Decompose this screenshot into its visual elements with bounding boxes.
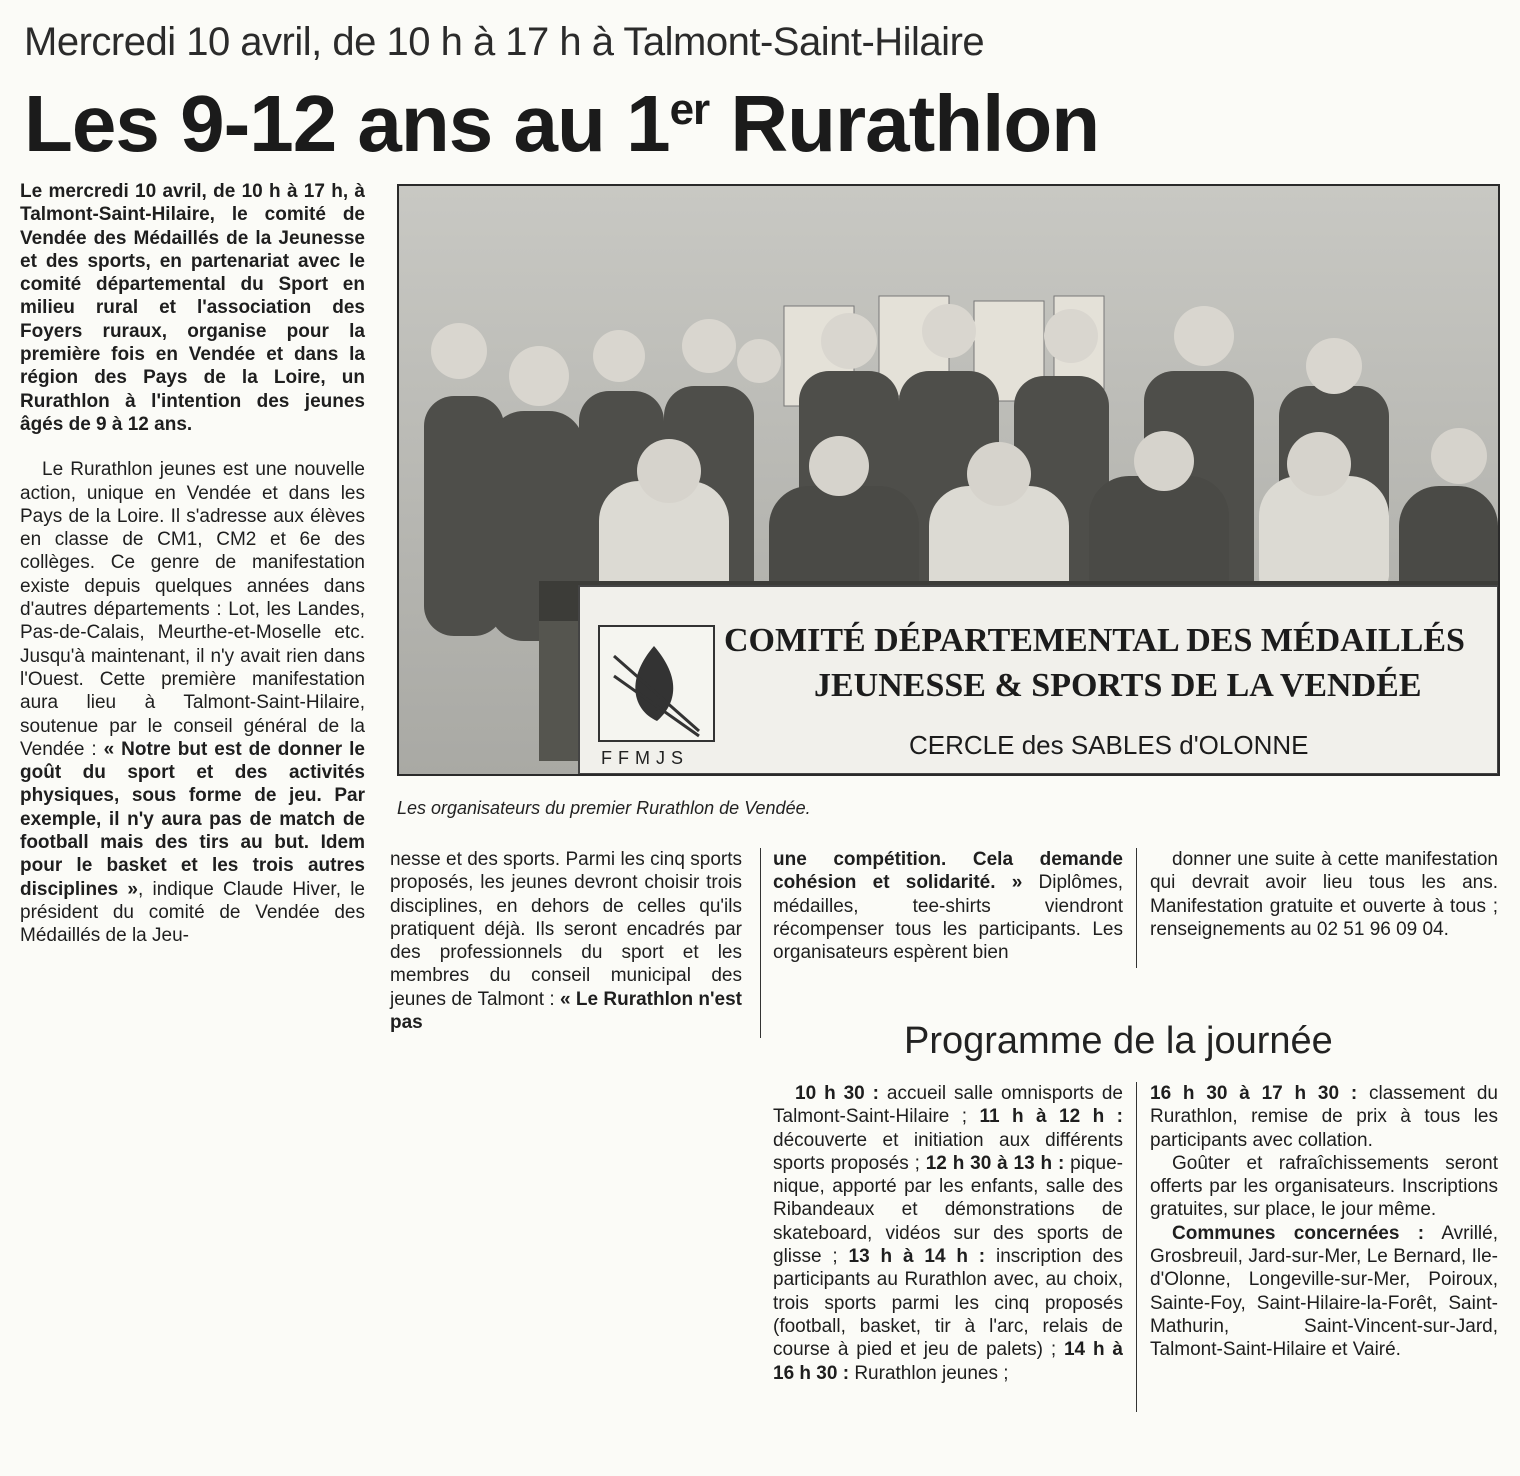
communes-label: Communes concernées : [1172, 1222, 1425, 1244]
body-intro: Le Rurathlon jeunes est une nouvelle action, unique en Vendée et dans les Pays de la Loire. Il s'adresse aux élèves en classe de CM1, CM2 et 6e des collèges. Ce genre de manifestation existe depuis quelques années dans d'autres départements : Lot, les Landes, Pas-de-Calais, Meurthe-et-Moselle etc. Jusqu'à maintenant, il n'y avait rien dans l'Ouest. Cette première manifestation aura lieu à Talmont-Saint-Hilaire, soutenue par le conseil général de la Vendée : [20, 459, 365, 760]
article-kicker: Mercredi 10 avril, de 10 h à 17 h à Talmont-Saint-Hilaire [24, 20, 985, 64]
article-column-1 [20, 180, 365, 948]
desc-3: pique-nique, apporté par les enfants, salle des Ribandeaux et démonstrations de skateboard, vidéos sur des sports de glisse ; [773, 1152, 1123, 1268]
article-lead: Le mercredi 10 avril, de 10 h à 17 h, à Talmont-Saint-Hilaire, le comité de Vendée des Médaillés de la Jeunesse et des sports, en partenariat avec le comité départemental du Sport en milieu rural et l'association des Foyers ruraux, organise pour la première fois en Vendée et dans la région des Pays de la Loire, un Rurathlon à l'intention des jeunes âgés de 9 à 12 ans. [20, 181, 365, 435]
programme-column-1 [773, 1082, 1123, 1385]
desc-2: découverte et initiation aux différents sports proposés ; [773, 1129, 1123, 1174]
col3-quote: une compétition. Cela demande cohésion et solidarité. » [773, 849, 1123, 894]
column-rule-2 [1136, 848, 1137, 968]
col2-text: nesse et des sports. Parmi les cinq sports proposés, les jeunes devront choisir trois disciplines, en dehors de celles qu'ils pratiquent déjà. Ils seront encadrés par des professionnels du sport et les membres du conseil municipal des jeunes de Talmont : [390, 849, 742, 1010]
desc-4: inscription des participants au Rurathlon avec, au choix, trois sports parmi les cinq proposés (football, basket, tir à l'arc, relais de course à pied et jeu de palets) ; [773, 1246, 1123, 1361]
body-quote: « Notre but est de donner le goût du sport et des activités physiques, sous forme de jeu. Par exemple, il n'y aura pas de match de football mais des tirs au but. Idem pour le basket et les trois autres disciplines » [20, 738, 365, 900]
desc-1: accueil salle omnisports de Talmont-Saint-Hilaire ; [773, 1083, 1123, 1128]
photo-illustration [399, 186, 1498, 774]
time-6: 16 h 30 à 17 h 30 : [1150, 1083, 1358, 1104]
desc-6: classement du Rurathlon, remise de prix à tous les participants avec collation. [1150, 1083, 1498, 1151]
headline-superscript: er [669, 85, 710, 134]
headline-end: Rurathlon [709, 79, 1100, 168]
group-photo [397, 184, 1500, 776]
headline-main: Les 9-12 ans au 1 [24, 79, 670, 168]
article-column-3 [773, 848, 1123, 964]
communes-list: Avrillé, Grosbreuil, Jard-sur-Mer, Le Bernard, Ile-d'Olonne, Longeville-sur-Mer, Poiroux, Sainte-Foy, Saint-Hilaire-la-Forêt, Saint-Mathurin, Saint-Vincent-sur-Jard, Talmont-Saint-Hilaire et Vairé. [1150, 1222, 1498, 1361]
time-4: 13 h à 14 h : [848, 1246, 986, 1268]
banner-line-2: JEUNESSE & SPORTS DE LA VENDÉE [814, 667, 1422, 704]
body-attribution: , indique Claude Hiver, le président du comité de Vendée des Médaillés de la Jeu- [20, 878, 365, 947]
col4-text: donner une suite à cette manifestation qui devrait avoir lieu tous les ans. Manifestation gratuite et ouverte à tous ; renseignements au 02 51 96 09 04. [1150, 849, 1498, 940]
programme-title: Programme de la journée [904, 1020, 1333, 1062]
banner-logo-text: FFMJS [601, 748, 689, 768]
banner-line-1: COMITÉ DÉPARTEMENTAL DES MÉDAILLÉS [724, 622, 1465, 659]
photo-caption: Les organisateurs du premier Rurathlon de Vendée. [397, 798, 811, 818]
article-column-4 [1150, 848, 1498, 941]
programme-column-2 [1150, 1082, 1498, 1362]
time-3: 12 h 30 à 13 h : [925, 1152, 1065, 1174]
time-5: 14 h à 16 h 30 : [773, 1339, 1123, 1384]
col3-text: Diplômes, médailles, tee-shirts viendront récompenser tous les participants. Les organisateurs espèrent bien [773, 872, 1124, 964]
article-headline [24, 79, 1100, 168]
article-body-1 [20, 458, 365, 947]
time-1: 10 h 30 : [795, 1083, 879, 1104]
col2-quote: « Le Rurathlon n'est pas [390, 988, 743, 1034]
article-column-2 [390, 848, 742, 1034]
column-rule-1 [760, 848, 761, 1038]
desc-5: Rurathlon jeunes ; [849, 1362, 1009, 1384]
column-rule-3 [1136, 1082, 1137, 1412]
programme-snack: Goûter et rafraîchissements seront offerts par les organisateurs. Inscriptions gratuites, sur place, le jour même. [1150, 1152, 1498, 1221]
programme-schedule [773, 1082, 1123, 1385]
banner-line-3: CERCLE des SABLES d'OLONNE [909, 730, 1309, 760]
time-2: 11 h à 12 h : [979, 1106, 1123, 1128]
